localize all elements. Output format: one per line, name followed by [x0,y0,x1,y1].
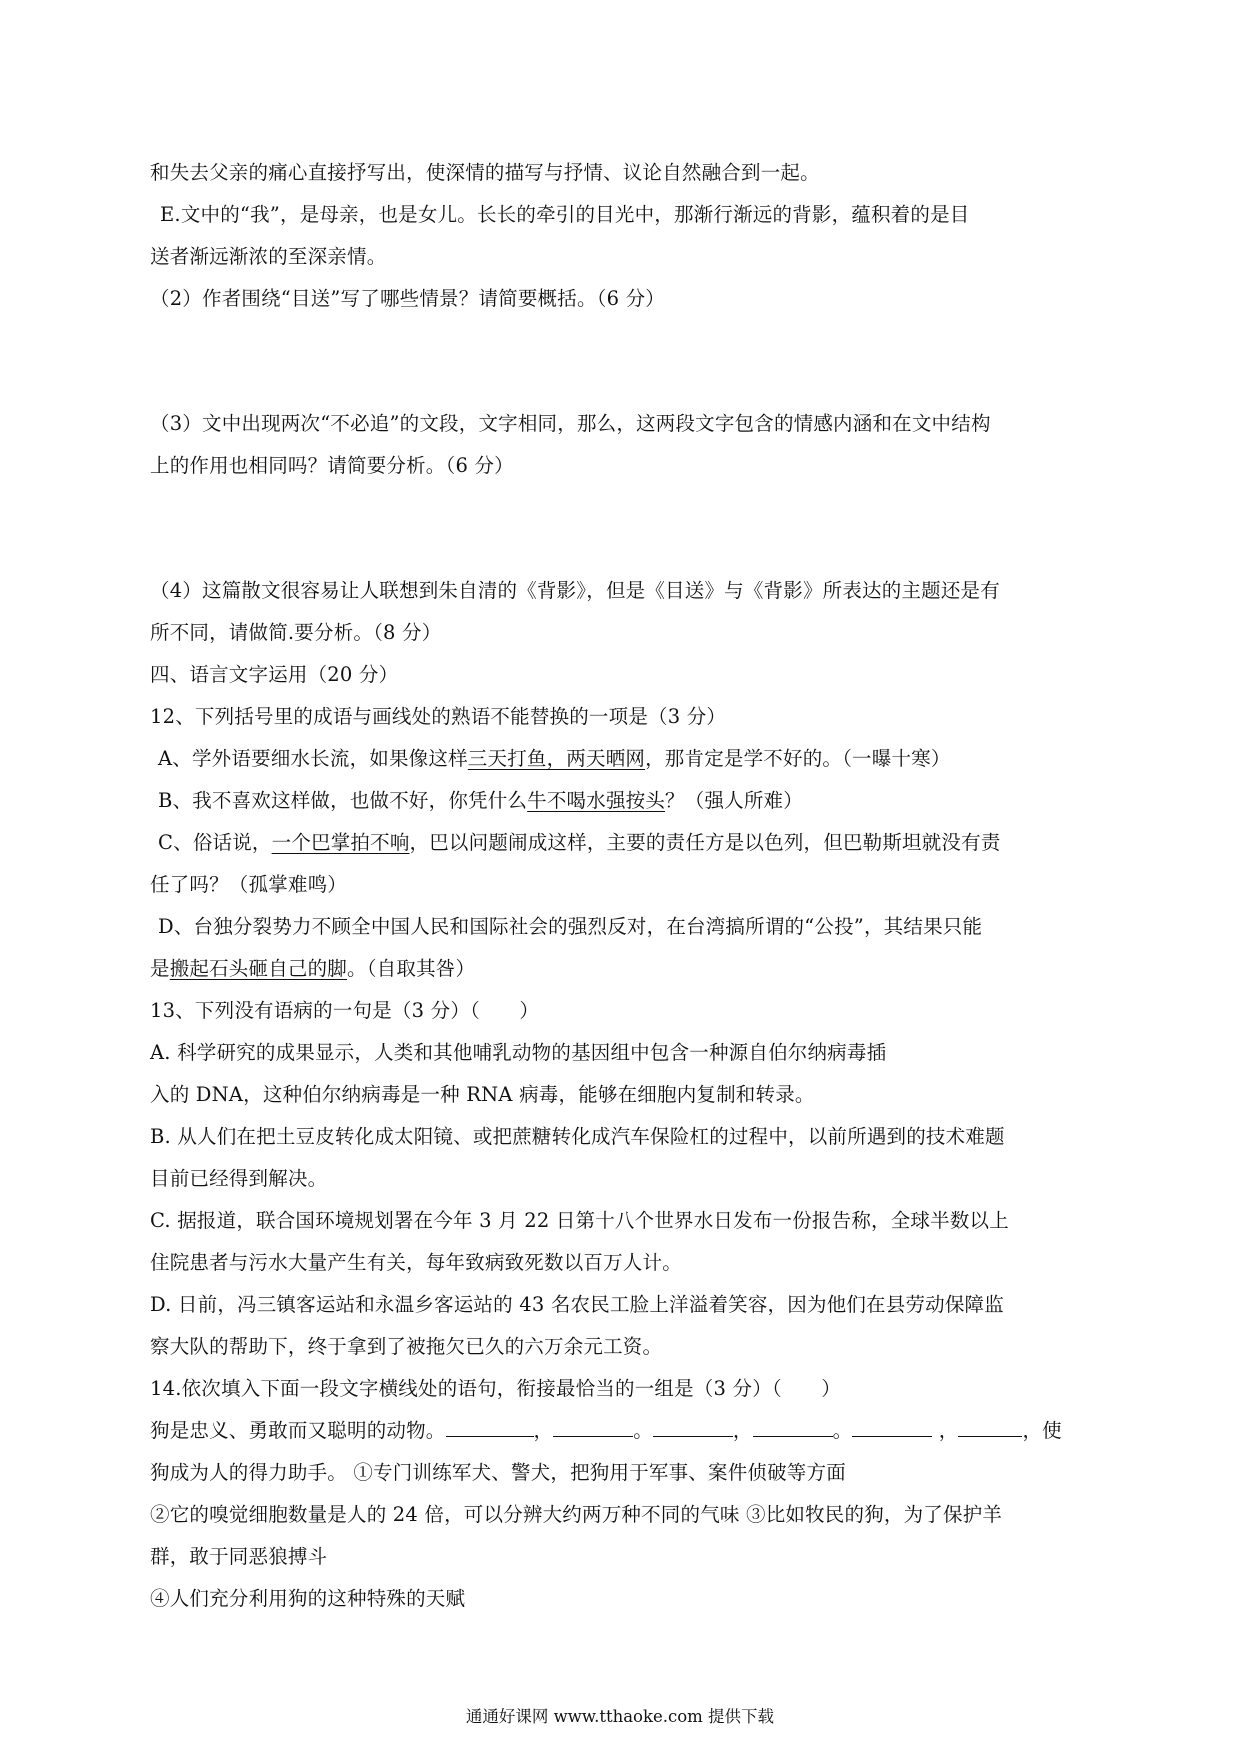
punctuation: ， [732,1419,753,1442]
text-line: 狗成为人的得力助手。 ①专门训练军犬、警犬，把狗用于军事、案件侦破等方面 [150,1461,846,1484]
option-text: ？（强人所难） [665,789,803,812]
underlined-idiom: 三天打鱼，两天晒网 [467,747,646,770]
text-line: 住院患者与污水大量产生有关，每年致病致死数以百万人计。 [150,1251,682,1274]
text-line: ④人们充分利用狗的这种特殊的天赋 [150,1587,466,1610]
option-d-line: D、台独分裂势力不顾全中国人民和国际社会的强烈反对，在台湾搞所谓的“公投”，其结果只能 [158,915,983,938]
text-line: 目前已经得到解决。 [150,1167,328,1190]
text-line: 所不同，请做简.要分析。（8 分） [150,621,442,644]
punctuation: ， [932,1419,959,1442]
text-line: 察大队的帮助下，终于拿到了被拖欠已久的六万余元工资。 [150,1335,663,1358]
option-text: 。（自取其咎） [347,957,476,980]
option-text: B、我不喜欢这样做，也做不好，你凭什么 [158,789,528,812]
option-c-line: C. 据报道，联合国环境规划署在今年 3 月 22 日第十八个世界水日发布一份报告称，全球半数以上 [150,1209,1009,1232]
option-b-line [158,788,803,814]
option-a-line: A. 科学研究的成果显示，人类和其他哺乳动物的基因组中包含一种源自伯尔纳病毒插 [150,1041,887,1064]
text-line: 入的 DNA，这种伯尔纳病毒是一种 RNA 病毒，能够在细胞内复制和转录。 [150,1083,815,1106]
option-text: ，那肯定是学不好的。（一曝十寒） [645,747,951,770]
option-text: 是 [150,957,170,980]
punctuation: 。 [832,1419,853,1442]
option-text: A、学外语要细水长流，如果像这样 [158,747,468,770]
question-4: （4）这篇散文很容易让人联想到朱自清的《背影》，但是《目送》与《背影》所表达的主题还是有 [150,579,1000,602]
punctuation: 。 [633,1419,653,1442]
answer-blank[interactable] [446,1418,534,1437]
fill-blank-line [150,1418,1062,1444]
underlined-idiom: 牛不喝水强按头 [527,789,666,812]
question-12: 12、下列括号里的成语与画线处的熟语不能替换的一项是（3 分） [150,705,727,728]
question-3: （3）文中出现两次“不必追”的文段，文字相同，那么，这两段文字包含的情感内涵和在文中结构 [150,412,991,435]
option-c-line [158,830,1001,856]
option-d-line-2 [150,956,475,982]
passage-text: 狗是忠义、勇敢而又聪明的动物。 [150,1419,446,1442]
text-line: 群，敢于同恶狼搏斗 [150,1545,328,1568]
underlined-idiom: 搬起石头砸自己的脚 [169,957,348,980]
page-footer: 通通好课网 www.tthaoke.com 提供下载 [465,1707,775,1726]
underlined-idiom: 一个巴掌拍不响 [271,831,410,854]
answer-blank[interactable] [958,1418,1022,1437]
passage-text: ，使 [1022,1419,1062,1442]
text-line: 任了吗？（孤掌难鸣） [150,873,348,896]
option-text: C、俗话说， [158,831,272,854]
text-line: 送者渐远渐浓的至深亲情。 [150,245,387,268]
option-text: ，巴以问题闹成这样，主要的责任方是以色列，但巴勒斯坦就没有责 [409,831,1001,854]
option-e-line: E.文中的“我”，是母亲，也是女儿。长长的牵引的目光中，那渐行渐远的背影，蕴积着的是目 [160,203,970,226]
question-14: 14.依次填入下面一段文字横线处的语句，衔接最恰当的一组是（3 分）（ ） [150,1377,841,1400]
text-line: 和失去父亲的痛心直接抒写出，使深情的描写与抒情、议论自然融合到一起。 [150,161,820,184]
text-line: 上的作用也相同吗？请简要分析。（6 分） [150,454,514,477]
answer-blank[interactable] [553,1418,633,1437]
answer-blank[interactable] [753,1418,833,1437]
question-13: 13、下列没有语病的一句是（3 分）（ ） [150,999,540,1022]
text-line: ②它的嗅觉细胞数量是人的 24 倍，可以分辨大约两万种不同的气味 ③比如牧民的狗，为了保护羊 [150,1503,1003,1526]
option-d-line: D. 日前，冯三镇客运站和永温乡客运站的 43 名农民工脸上洋溢着笑容，因为他们在县劳动保障监 [150,1293,1004,1316]
section-heading: 四、语言文字运用（20 分） [150,663,399,686]
option-b-line: B. 从人们在把土豆皮转化成太阳镜、或把蔗糖转化成汽车保险杠的过程中，以前所遇到的技术难题 [150,1125,1005,1148]
answer-blank[interactable] [653,1418,733,1437]
question-2: （2）作者围绕“目送”写了哪些情景？请简要概括。（6 分） [150,287,665,310]
answer-blank[interactable] [852,1418,932,1437]
punctuation: ， [533,1419,554,1442]
option-a-line [158,746,951,772]
